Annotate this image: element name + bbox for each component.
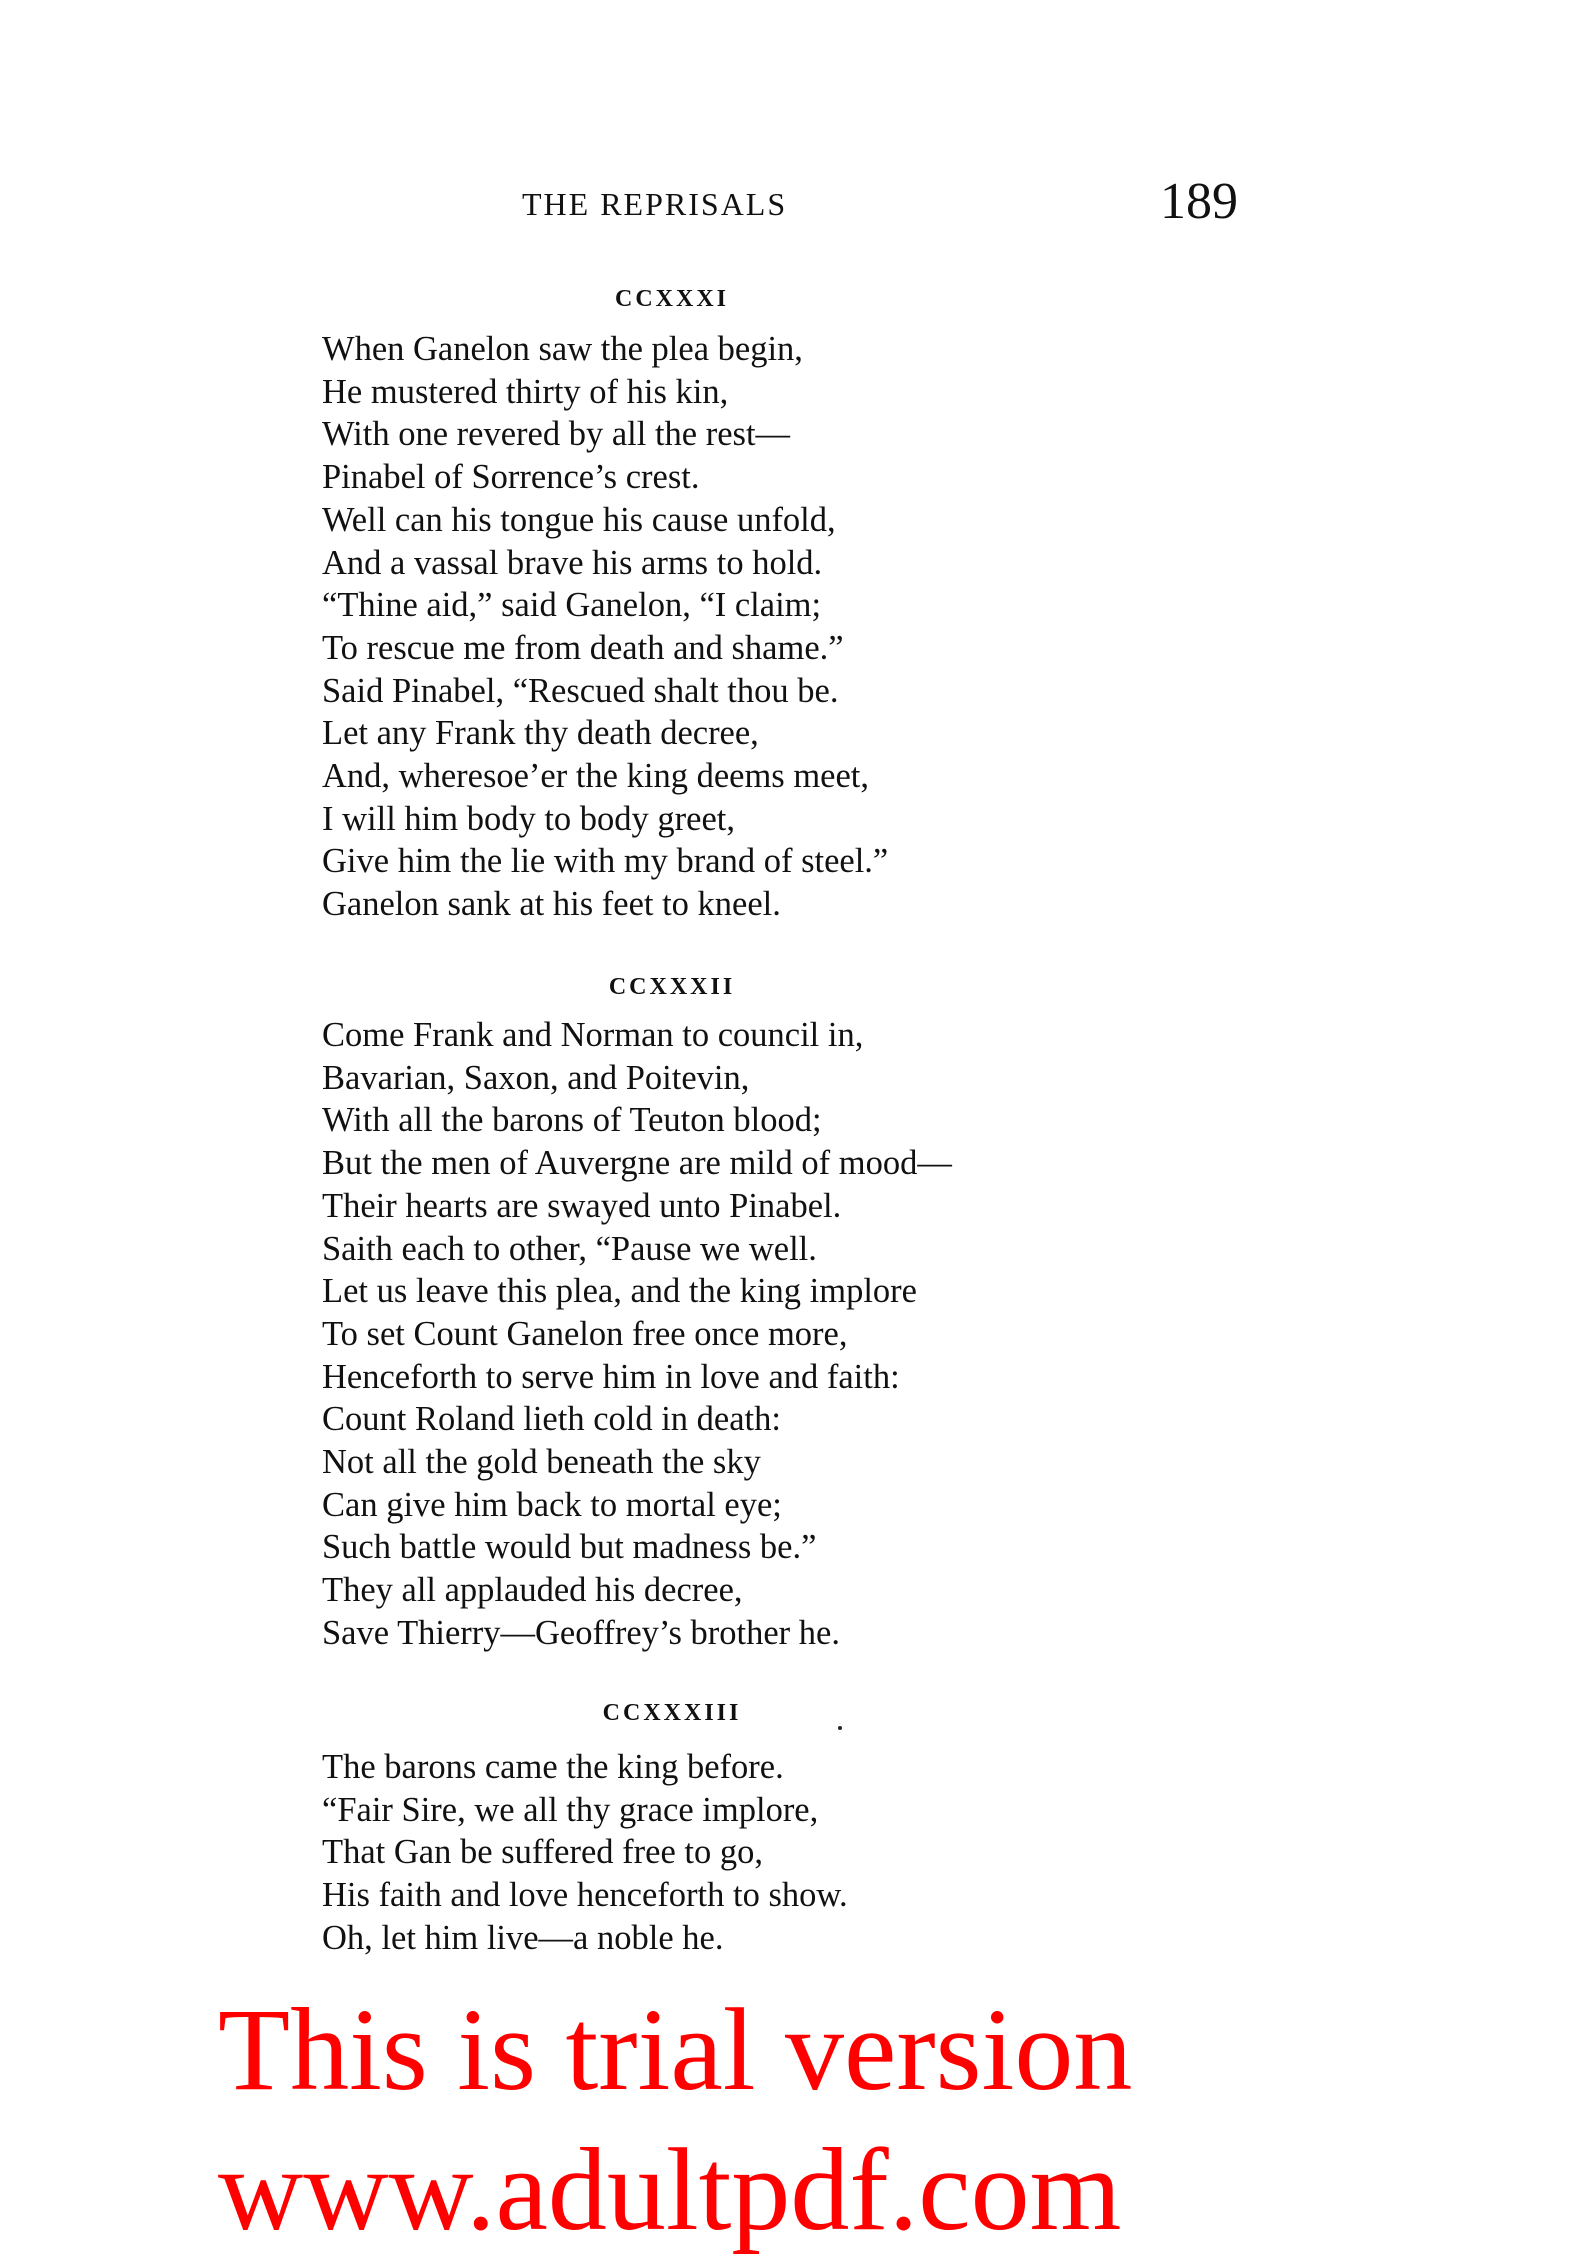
verse-line: When Ganelon saw the plea begin,: [322, 330, 803, 368]
verse-line: Pinabel of Sorrence’s crest.: [322, 458, 700, 497]
verse-line: To rescue me from death and shame.”: [322, 628, 844, 667]
verse-line: Said Pinabel, “Rescued shalt thou be.: [322, 671, 839, 710]
stanza-lines: [322, 1014, 952, 1655]
verse-line: Such battle would but madness be.”: [322, 1528, 817, 1567]
verse-line: To set Count Ganelon free once more,: [322, 1314, 848, 1353]
verse-line: Bavarian, Saxon, and Poitevin,: [322, 1058, 750, 1097]
verse-line: Give him the lie with my brand of steel.”: [322, 842, 889, 881]
verse-line: He mustered thirty of his kin,: [322, 372, 729, 411]
stanza-number: CCXXXIII: [602, 1700, 742, 1726]
trial-watermark: [218, 1980, 1132, 2260]
verse-line: Ganelon sank at his feet to kneel.: [322, 885, 781, 924]
verse-line: Let any Frank thy death decree,: [322, 714, 759, 753]
verse-line: Can give him back to mortal eye;: [322, 1485, 782, 1524]
verse-line: Oh, let him live—a noble he.: [322, 1918, 724, 1957]
verse-line: His faith and love henceforth to show.: [322, 1876, 848, 1915]
verse-line: “Thine aid,” said Ganelon, “I claim;: [322, 586, 822, 625]
verse-line: Their hearts are swayed unto Pinabel.: [322, 1186, 842, 1225]
verse-line: With one revered by all the rest—: [322, 415, 791, 454]
verse-line: And, wheresoe’er the king deems meet,: [322, 757, 870, 796]
verse-line: They all applauded his decree,: [322, 1571, 743, 1610]
verse-line: Count Roland lieth cold in death:: [322, 1400, 781, 1439]
verse-line: And a vassal brave his arms to hold.: [322, 543, 823, 582]
watermark-line-2: www.adultpdf.com: [218, 2124, 1122, 2255]
verse-line: Henceforth to serve him in love and faith:: [322, 1357, 900, 1396]
verse-line: Come Frank and Norman to council in,: [322, 1016, 864, 1054]
verse-line: But the men of Auvergne are mild of mood—: [322, 1144, 952, 1183]
verse-line: Saith each to other, “Pause we well.: [322, 1229, 817, 1268]
verse-line: Well can his tongue his cause unfold,: [322, 500, 836, 539]
verse-line: The barons came the king before.: [322, 1748, 784, 1786]
verse-line: Let us leave this plea, and the king implore: [322, 1272, 917, 1311]
running-head: THE REPRISALS: [522, 186, 788, 222]
stanza-lines: [322, 1746, 848, 1960]
verse-line: With all the barons of Teuton blood;: [322, 1101, 822, 1140]
stanza-number: CCXXXII: [608, 974, 736, 1000]
stanza-lines: [322, 328, 888, 926]
stanza-number: CCXXXI: [615, 286, 729, 312]
page-number: 189: [1160, 173, 1238, 230]
print-speck: [838, 1726, 842, 1730]
verse-line: I will him body to body greet,: [322, 799, 735, 838]
verse-line: “Fair Sire, we all thy grace implore,: [322, 1790, 819, 1829]
verse-line: Not all the gold beneath the sky: [322, 1443, 761, 1482]
verse-line: Save Thierry—Geoffrey’s brother he.: [322, 1613, 840, 1652]
watermark-line-1: This is trial version: [218, 1984, 1133, 2115]
verse-line: That Gan be suffered free to go,: [322, 1833, 763, 1872]
